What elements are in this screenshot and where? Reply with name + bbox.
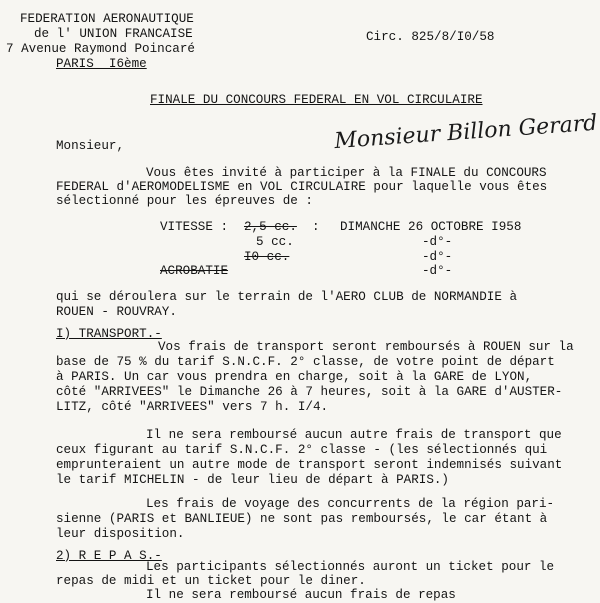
repas-line-3: Il ne sera remboursé aucun frais de repas bbox=[146, 588, 456, 602]
transport-p2-line-1: Il ne sera remboursé aucun autre frais de transport que bbox=[146, 428, 562, 442]
location-line-2: ROUEN - ROUVRAY. bbox=[56, 305, 177, 319]
transport-p1-line-4: côté "ARRIVEES" le Dimanche 26 à 7 heures, soit à la GARE d'AUSTER- bbox=[56, 385, 563, 399]
letterhead-line-1: FEDERATION AERONAUTIQUE bbox=[20, 12, 194, 26]
intro-line-2: FEDERAL d'AEROMODELISME en VOL CIRCULAIRE pour laquelle vous êtes bbox=[56, 180, 548, 194]
transport-p1-line-3: à PARIS. Un car vous prendra en charge, soit à la GARE de LYON, bbox=[56, 370, 533, 384]
transport-p2-line-2: ceux figurant au tarif S.N.C.F. 2° classe - (les sélectionnés qui bbox=[56, 443, 548, 457]
transport-p2-line-3: emprunteraient un autre mode de transport seront indemnisés suivant bbox=[56, 458, 563, 472]
circular-reference: Circ. 825/8/I0/58 bbox=[366, 30, 495, 44]
event-acrobatie: ACROBATIE bbox=[160, 264, 229, 278]
repas-line-1: Les participants sélectionnés auront un ticket pour le bbox=[146, 560, 555, 574]
event-date: DIMANCHE 26 OCTOBRE I958 bbox=[340, 220, 522, 234]
event-vitesse-5cc: 5 cc. bbox=[256, 235, 294, 249]
section-transport-heading: I) TRANSPORT.- bbox=[56, 327, 162, 341]
letterhead-line-3: 7 Avenue Raymond Poincaré bbox=[6, 42, 195, 56]
transport-p3-line-3: leur disposition. bbox=[56, 527, 185, 541]
event-vitesse-2-5cc: 2,5 cc. bbox=[244, 220, 297, 234]
transport-p3-line-2: sienne (PARIS et BANLIEUE) ne sont pas remboursés, le car étant à bbox=[56, 512, 548, 526]
event-vitesse-label: VITESSE : bbox=[160, 220, 229, 234]
intro-line-3: sélectionné pour les épreuves de : bbox=[56, 194, 313, 208]
page-title: FINALE DU CONCOURS FEDERAL EN VOL CIRCULAIRE bbox=[150, 93, 483, 107]
event-vitesse-10cc: I0 cc. bbox=[244, 250, 290, 264]
repas-line-2: repas de midi et un ticket pour le diner. bbox=[56, 574, 366, 588]
letterhead-line-2: de l' UNION FRANCAISE bbox=[34, 27, 193, 41]
event-date-ditto: -d°- bbox=[422, 235, 453, 249]
event-date-ditto: -d°- bbox=[422, 264, 453, 278]
transport-p1-line-2: base de 75 % du tarif S.N.C.F. 2° classe, de votre point de départ bbox=[56, 355, 555, 369]
handwritten-signature: Monsieur Billon Gerard bbox=[333, 110, 599, 155]
transport-p1-line-5: LITZ, côté "ARRIVEES" vers 7 h. I/4. bbox=[56, 400, 329, 414]
intro-line-1: Vous êtes invité à participer à la FINALE du CONCOURS bbox=[146, 166, 547, 180]
transport-p3-line-1: Les frais de voyage des concurrents de la région pari- bbox=[146, 497, 555, 511]
event-colon: : bbox=[312, 220, 320, 234]
transport-p2-line-4: le tarif MICHELIN - de leur lieu de départ à PARIS.) bbox=[56, 473, 449, 487]
salutation: Monsieur, bbox=[56, 139, 125, 153]
letterhead-line-4: PARIS I6ème bbox=[56, 57, 147, 71]
event-date-ditto: -d°- bbox=[422, 250, 453, 264]
section-repas-heading: 2) R E P A S.- bbox=[56, 549, 162, 563]
location-line-1: qui se déroulera sur le terrain de l'AERO CLUB de NORMANDIE à bbox=[56, 290, 518, 304]
transport-p1-line-1: Vos frais de transport seront remboursés à ROUEN sur la bbox=[158, 340, 574, 354]
